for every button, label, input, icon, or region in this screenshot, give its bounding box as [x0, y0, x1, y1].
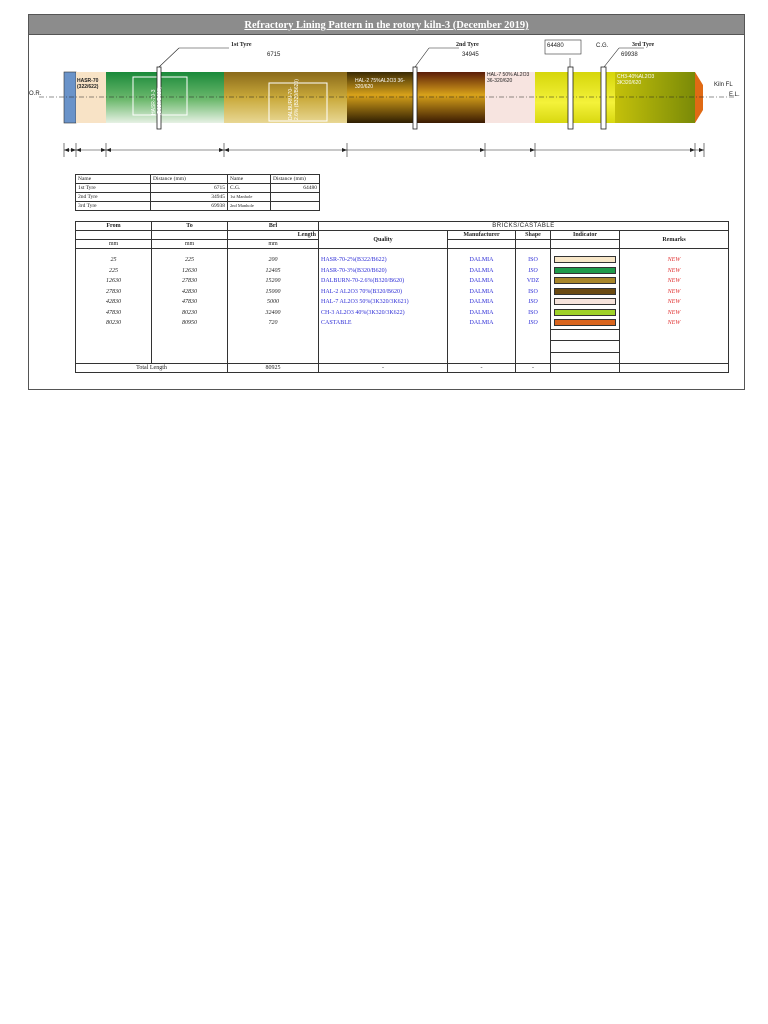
cell-quality: HASR-70-2%(B322/B622)	[319, 255, 448, 266]
col-indicator: Indicator	[551, 231, 620, 240]
table-row: 2nd Tyre 34945 1st Manhole	[76, 193, 320, 202]
empty-row	[76, 341, 729, 353]
cell-to: 27830	[152, 276, 228, 287]
table-row	[76, 266, 729, 277]
cell-remarks: NEW	[620, 266, 729, 277]
cell-manufacturer: DALMIA	[448, 318, 516, 329]
dist-header-distance: Distance (mm)	[151, 175, 228, 184]
tyre-2	[413, 67, 417, 129]
lining-table-body	[76, 249, 729, 364]
cell-from: 25	[76, 255, 152, 266]
cell-remarks: NEW	[620, 318, 729, 329]
cell-to: 80230	[152, 308, 228, 319]
cell-manufacturer: DALMIA	[448, 266, 516, 277]
cell-from: 42830	[76, 297, 152, 308]
or-label: O.R.	[29, 91, 42, 97]
cell-remarks: NEW	[620, 255, 729, 266]
table-row	[76, 297, 729, 308]
cell-length: 720	[228, 318, 319, 329]
cg-value: 64480	[547, 43, 564, 49]
empty-row	[76, 352, 729, 364]
cell-indicator	[551, 255, 620, 266]
total-value: 80925	[228, 364, 319, 373]
table-row	[76, 287, 729, 298]
cell-manufacturer: DALMIA	[448, 287, 516, 298]
col-brl: Brl	[228, 222, 319, 231]
segment-label-hal2: HAL-2 75%AL2O3 36-320/620	[355, 78, 405, 90]
cell-remarks: NEW	[620, 276, 729, 287]
el-label: E.L.	[729, 92, 740, 98]
dist-header-name: Name	[76, 175, 151, 184]
empty-row	[76, 329, 729, 341]
cell-remarks: NEW	[620, 287, 729, 298]
cell-length: 15000	[228, 287, 319, 298]
cell-to: 47830	[152, 297, 228, 308]
cell-from: 12630	[76, 276, 152, 287]
cell-shape: ISO	[516, 308, 551, 319]
segment-label-ch3: CH3-40%AL2O3 3K320/620	[617, 74, 655, 86]
cell-from: 80230	[76, 318, 152, 329]
table-row	[76, 255, 729, 266]
tyre2-distance: 34945	[462, 52, 479, 58]
cell-to: 80950	[152, 318, 228, 329]
cell-length: 5000	[228, 297, 319, 308]
cell-indicator	[551, 276, 620, 287]
cell-manufacturer: DALMIA	[448, 276, 516, 287]
total-label: Total Length	[76, 364, 228, 373]
cell-shape: ISO	[516, 297, 551, 308]
segment-label-hal7: HAL-7 50% AL2O3 36-320/620	[487, 72, 530, 84]
col-to: To	[152, 222, 228, 231]
cell-manufacturer: DALMIA	[448, 255, 516, 266]
cell-quality: CASTABLE	[319, 318, 448, 329]
segment-label-dalburn: DALBURN-70-2.6% (B320/B620)	[288, 79, 300, 120]
col-quality: Quality	[319, 231, 448, 249]
cell-indicator	[551, 308, 620, 319]
table-row: 3rd Tyre 69938 2nd Manhole	[76, 202, 320, 211]
tyre3-distance: 69938	[621, 52, 638, 58]
cell-indicator	[551, 266, 620, 277]
cell-manufacturer: DALMIA	[448, 308, 516, 319]
cell-shape: ISO	[516, 266, 551, 277]
cell-remarks: NEW	[620, 297, 729, 308]
kiln-castable-end	[695, 72, 703, 123]
tyre1-distance: 6715	[267, 52, 281, 58]
tyre-distance-table	[75, 174, 320, 211]
table-row	[76, 308, 729, 319]
indicator-swatch	[554, 288, 616, 295]
cell-to: 225	[152, 255, 228, 266]
dist-header-name2: Name	[228, 175, 271, 184]
indicator-swatch	[554, 277, 616, 284]
indicator-swatch	[554, 298, 616, 305]
cell-shape: ISO	[516, 318, 551, 329]
title-bar	[29, 15, 744, 35]
tyre3-label: 3rd Tyre	[632, 42, 655, 48]
cell-indicator	[551, 318, 620, 329]
cell-indicator	[551, 287, 620, 298]
kiln-fl-label: Kiln FL	[714, 82, 733, 88]
cell-from: 225	[76, 266, 152, 277]
cell-shape: ISO	[516, 255, 551, 266]
tyre-3b	[601, 67, 606, 129]
segment-label-hasr70: HASR-70 (322/622)	[77, 78, 99, 90]
cell-length: 12405	[228, 266, 319, 277]
cell-from: 27830	[76, 287, 152, 298]
kiln-segment-dalburn	[224, 72, 347, 123]
total-row: Total Length 80925 - - -	[76, 364, 729, 373]
col-bricks-castable: BRICKS/CASTABLE	[319, 222, 729, 231]
col-manufacturer: Manufacturer	[448, 231, 516, 240]
kiln-outlet-end	[64, 72, 76, 123]
indicator-swatch	[554, 319, 616, 326]
cell-quality: DALBURN-70-2.6%(B320/B620)	[319, 276, 448, 287]
col-remarks: Remarks	[620, 231, 729, 249]
unit-to: mm	[152, 240, 228, 249]
table-row	[76, 276, 729, 287]
tyre1-label: 1st Tyre	[231, 42, 252, 48]
col-shape: Shape	[516, 231, 551, 240]
page-title: Refractory Lining Pattern in the rotory kiln-3 (December 2019)	[244, 20, 529, 31]
cell-to: 12630	[152, 266, 228, 277]
tyre-3a	[568, 67, 573, 129]
cell-to: 42830	[152, 287, 228, 298]
cell-indicator	[551, 297, 620, 308]
cell-quality: CH-3 AL2O3 40%(3K320/3K622)	[319, 308, 448, 319]
col-length: Length	[228, 231, 319, 240]
cell-from: 47830	[76, 308, 152, 319]
indicator-swatch	[554, 309, 616, 316]
indicator-swatch	[554, 267, 616, 274]
tyre2-label: 2nd Tyre	[456, 42, 479, 48]
indicator-swatch	[554, 256, 616, 263]
lining-table	[75, 221, 729, 373]
cg-label: C.G.	[596, 43, 609, 49]
cell-shape: ISO	[516, 287, 551, 298]
table-row	[76, 318, 729, 329]
cell-shape: VDZ	[516, 276, 551, 287]
table-row: 1st Tyre 6715 C.G. 64480	[76, 184, 320, 193]
cell-length: 32400	[228, 308, 319, 319]
unit-from: mm	[76, 240, 152, 249]
segment-label-hasr70-3: HASR-70-3 (B320/B620)	[151, 86, 163, 115]
cell-quality: HASR-70-3%(B320/B620)	[319, 266, 448, 277]
col-from: From	[76, 222, 152, 231]
cell-length: 200	[228, 255, 319, 266]
dist-header-distance2: Distance (mm)	[271, 175, 320, 184]
cell-manufacturer: DALMIA	[448, 297, 516, 308]
document-frame	[28, 14, 745, 390]
unit-length: mm	[228, 240, 319, 249]
cell-length: 15200	[228, 276, 319, 287]
cell-quality: HAL-7 AL2O3 50%(3K320/3K621)	[319, 297, 448, 308]
kiln-segment-hal2b	[417, 72, 485, 123]
cell-quality: HAL-2 AL2O3 70%(B320/B620)	[319, 287, 448, 298]
cell-remarks: NEW	[620, 308, 729, 319]
